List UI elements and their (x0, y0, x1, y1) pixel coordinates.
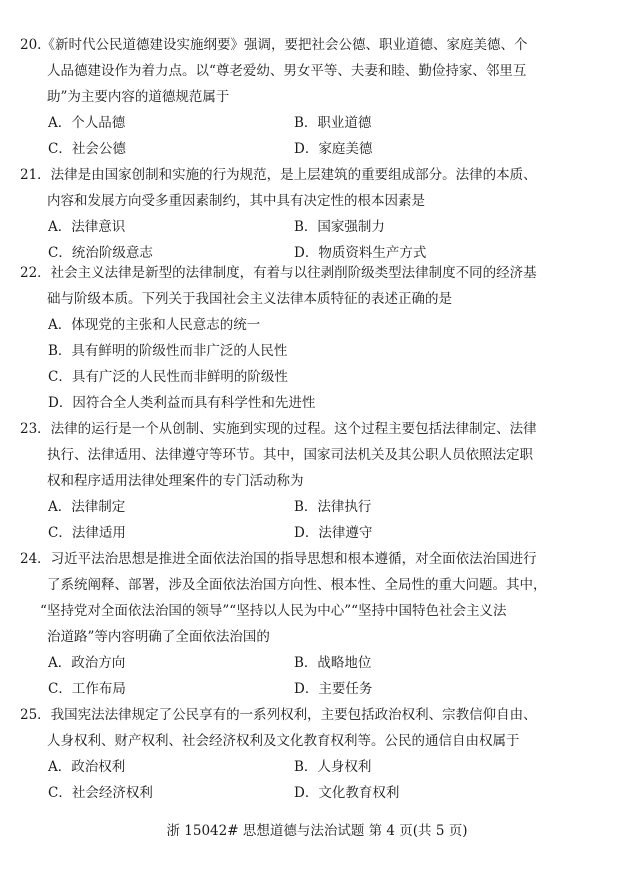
option-b: B．战略地位 (294, 655, 372, 671)
option-row (0, 520, 634, 546)
question-text-line: “坚持党对全面依法治国的领导”“坚持以人民为中心”“坚持中国特色社会主义法 (40, 603, 507, 619)
option-a: A．政治方向 (48, 655, 126, 671)
question-text-line: 25．我国宪法法律规定了公民享有的一系列权利，主要包括政治权利、宗教信仰自由、 (20, 707, 537, 723)
option-c: C．法律适用 (48, 525, 126, 541)
question-text-line: 执行、法律适用、法律遵守等环节。其中，国家司法机关及其公职人员依照法定职 (47, 447, 533, 463)
option-a: A．个人品德 (48, 115, 126, 131)
question-text-line: 内容和发展方向受多重因素制约，其中具有决定性的根本因素是 (47, 193, 425, 209)
question-text-line: 权和程序适用法律处理案件的专门活动称为 (47, 473, 304, 489)
option-c: C．具有广泛的人民性而非鲜明的阶级性 (48, 369, 288, 385)
option-row (0, 754, 634, 780)
question-text-line: 助”为主要内容的道德规范属于 (47, 89, 230, 105)
option-d: D．主要任务 (294, 681, 373, 697)
option-row (0, 494, 634, 520)
option-row (0, 780, 634, 806)
question-text-line: 24．习近平法治思想是推进全面依法治国的指导思想和根本遵循，对全面依法治国进行 (20, 551, 537, 567)
question-22 (0, 260, 634, 416)
option-row (0, 676, 634, 702)
option-b: B．人身权利 (294, 759, 372, 775)
option-a: A．法律意识 (48, 219, 126, 235)
option-d: D．家庭美德 (294, 141, 373, 157)
question-text-line: 23．法律的运行是一个从创制、实施到实现的过程。这个过程主要包括法律制定、法律 (20, 421, 537, 437)
question-text-line: 了系统阐释、部署，涉及全面依法治国方向性、根本性、全局性的重大问题。其中， (47, 577, 547, 593)
option-row (0, 650, 634, 676)
question-text-line: 21．法律是由国家创制和实施的行为规范，是上层建筑的重要组成部分。法律的本质、 (20, 167, 537, 183)
option-d: D．法律遵守 (294, 525, 373, 541)
question-text-line: 人身权利、财产权利、社会经济权利及文化教育权利等。公民的通信自由权属于 (47, 733, 520, 749)
question-text-line: 20.《新时代公民道德建设实施纲要》强调，要把社会公德、职业道德、家庭美德、个 (20, 37, 528, 53)
option-a: A．政治权利 (48, 759, 126, 775)
page-footer: 浙 15042# 思想道德与法治试题 第 4 页(共 5 页) (166, 823, 468, 839)
option-row (0, 110, 634, 136)
option-a: A．法律制定 (48, 499, 126, 515)
question-23 (0, 416, 634, 546)
option-b: B．具有鲜明的阶级性而非广泛的人民性 (48, 343, 288, 359)
option-c: C．统治阶级意志 (48, 245, 153, 261)
option-a: A．体现党的主张和人民意志的统一 (48, 317, 261, 333)
question-24 (0, 546, 634, 702)
question-21 (0, 162, 634, 266)
option-d: D．物质资料生产方式 (294, 245, 427, 261)
option-b: B．国家强制力 (294, 219, 385, 235)
question-text-line: 人品德建设作为着力点。以“尊老爱幼、男女平等、夫妻和睦、勤俭持家、邻里互 (47, 63, 527, 79)
option-c: C．工作布局 (48, 681, 126, 697)
option-c: C．社会经济权利 (48, 785, 153, 801)
question-20 (0, 32, 634, 162)
question-text-line: 22．社会主义法律是新型的法律制度，有着与以往剥削阶级类型法律制度不同的经济基 (20, 265, 537, 281)
question-text-line: 础与阶级本质。下列关于我国社会主义法律本质特征的表述正确的是 (47, 291, 452, 307)
question-25 (0, 702, 634, 806)
option-b: B．法律执行 (294, 499, 372, 515)
option-b: B．职业道德 (294, 115, 372, 131)
option-d: D．因符合全人类利益而具有科学性和先进性 (48, 395, 316, 411)
question-text-line: 治道路”等内容明确了全面依法治国的 (47, 629, 270, 645)
option-row (0, 136, 634, 162)
option-row (0, 214, 634, 240)
option-d: D．文化教育权利 (294, 785, 400, 801)
option-c: C．社会公德 (48, 141, 126, 157)
